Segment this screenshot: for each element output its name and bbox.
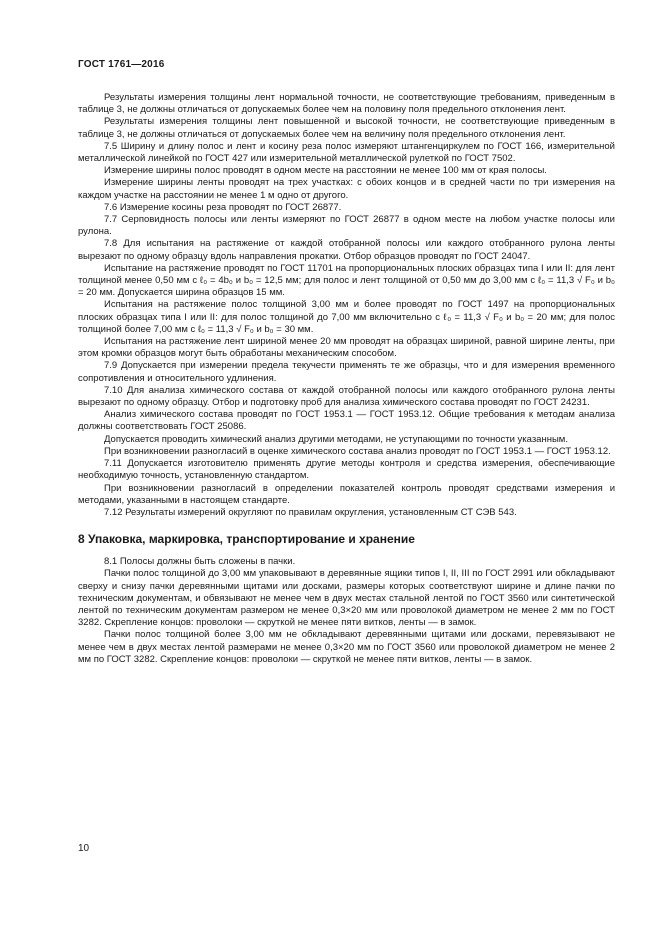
document-page: [78, 0, 615, 935]
paragraph: 7.7 Серповидность полосы или ленты измеряют по ГОСТ 26877 в одном месте на любом участке полосы или рулона.: [78, 214, 615, 238]
paragraph: Допускается проводить химический анализ другими методами, не уступающими по точности указанным.: [104, 433, 568, 445]
section-heading: 8 Упаковка, маркировка, транспортирование и хранение: [78, 532, 415, 547]
paragraph: Испытания на растяжение лент шириной менее 20 мм проводят на образцах шириной, равной ширине ленты, при этом кромки образцов могут быть обработаны механическим способом.: [78, 336, 615, 360]
paragraph: Испытания на растяжение полос толщиной 3,00 мм и более проводят по ГОСТ 1497 на пропорциональных плоских образцах типа I или II: для полос толщиной до 7,00 мм включительно с ℓ₀ = 11,3 √ F₀ и b₀ = 20 мм; для полос толщиной более 7,00 мм с ℓ₀ = 11,3 √ F₀ и b₀ = 30 мм.: [78, 299, 615, 335]
page-number: 10: [78, 843, 90, 854]
paragraph: 7.9 Допускается при измерении предела текучести применять те же образцы, что и для измерения временного сопротивления и относительного удлинения.: [78, 360, 615, 384]
paragraph: 7.8 Для испытания на растяжение от каждой отобранной полосы или каждого отобранного рулона ленты вырезают по одному образцу вдоль направления прокатки. Отбор образцов проводят по ГОСТ 24047.: [78, 238, 615, 262]
paragraph: 7.6 Измерение косины реза проводят по ГОСТ 26877.: [104, 201, 342, 213]
paragraph: Измерение ширины полос проводят в одном месте на расстоянии не менее 100 мм от края полосы.: [104, 165, 547, 177]
paragraph: При возникновении разногласий в оценке химического состава анализ проводят по ГОСТ 1953.1 — ГОСТ 1953.12.: [104, 445, 611, 457]
paragraph: 7.5 Ширину и длину полос и лент и косину реза полос измеряют штангенциркулем по ГОСТ 166, измерительной металлической линейкой по ГОСТ 427 или измерительной металлической рулеткой по ГОСТ 7502.: [78, 140, 615, 165]
paragraph: Результаты измерения толщины лент нормальной точности, не соответствующие требованиям, приведенным в таблице 3, не должны отличаться от допускаемых более чем на половину поля предельного отклонения лент.: [78, 92, 615, 116]
paragraph: Измерение ширины ленты проводят на трех участках: с обоих концов и в средней части по три измерения на каждом участке на расстоянии не менее 1 м одно от другого.: [78, 177, 615, 201]
document-header: ГОСТ 1761—2016: [78, 59, 165, 70]
paragraph: Результаты измерения толщины лент повышенной и высокой точности, не соответствующие приведенным в таблице 3, не должны отличаться от допускаемых более чем на величину поля предельного отклонения лент.: [78, 116, 615, 140]
paragraph: Анализ химического состава проводят по ГОСТ 1953.1 — ГОСТ 1953.12. Общие требования к методам анализа должны соответствовать ГОСТ 25086.: [78, 409, 615, 433]
document-body: [78, 92, 615, 666]
paragraph: 7.11 Допускается изготовителю применять другие методы контроля и средства измерения, обеспечивающие необходимую точность, установленную стандартом.: [78, 458, 615, 482]
paragraph: 7.10 Для анализа химического состава от каждой отобранной полосы или каждого отобранного рулона ленты вырезают по одному образцу. Отбор и подготовку проб для анализа химического состава проводят по ГОСТ 24231.: [78, 384, 615, 409]
paragraph: 8.1 Полосы должны быть сложены в пачки.: [104, 556, 296, 568]
paragraph: При возникновении разногласий в определении показателей контроль проводят средствами измерения и методами, указанными в настоящем стандарте.: [78, 482, 615, 506]
paragraph: 7.12 Результаты измерений округляют по правилам округления, установленным СТ СЭВ 543.: [104, 506, 517, 518]
paragraph: Испытание на растяжение проводят по ГОСТ 11701 на пропорциональных плоских образцах типа I или II: для лент толщиной менее 0,50 мм с ℓ₀ = 4b₀ и b₀ = 12,5 мм; для полос и лент толщиной от 0,50 мм до 3,00 мм с ℓ₀ = 11,3 √ F₀ и b₀ = 20 мм. Допускается ширина образцов 15 мм.: [78, 262, 615, 299]
paragraph: Пачки полос толщиной до 3,00 мм упаковывают в деревянные ящики типов I, II, III по ГОСТ 2991 или обкладывают сверху и снизу пачки деревянными щитами или досками, размеры которых соответствуют ширине и длине пачки по техническим документам, и обвязывают не менее чем в двух местах стальной лентой по ГОСТ 3560 или синтетической лентой по техническим документам размером не менее 0,3×20 мм или проволокой диаметром не менее 2 мм по ГОСТ 3282. Скрепление концов: проволоки — скруткой не менее пяти витков, ленты — в замок.: [78, 568, 615, 629]
paragraph: Пачки полос толщиной более 3,00 мм не обкладывают деревянными щитами или досками, перевязывают не менее чем в двух местах лентой размерами не менее 0,3×20 мм по ГОСТ 3560 или проволокой диаметром не менее 2 мм по ГОСТ 3282. Скрепление концов: проволоки — скруткой не менее пяти витков, ленты — в замок.: [78, 629, 615, 665]
